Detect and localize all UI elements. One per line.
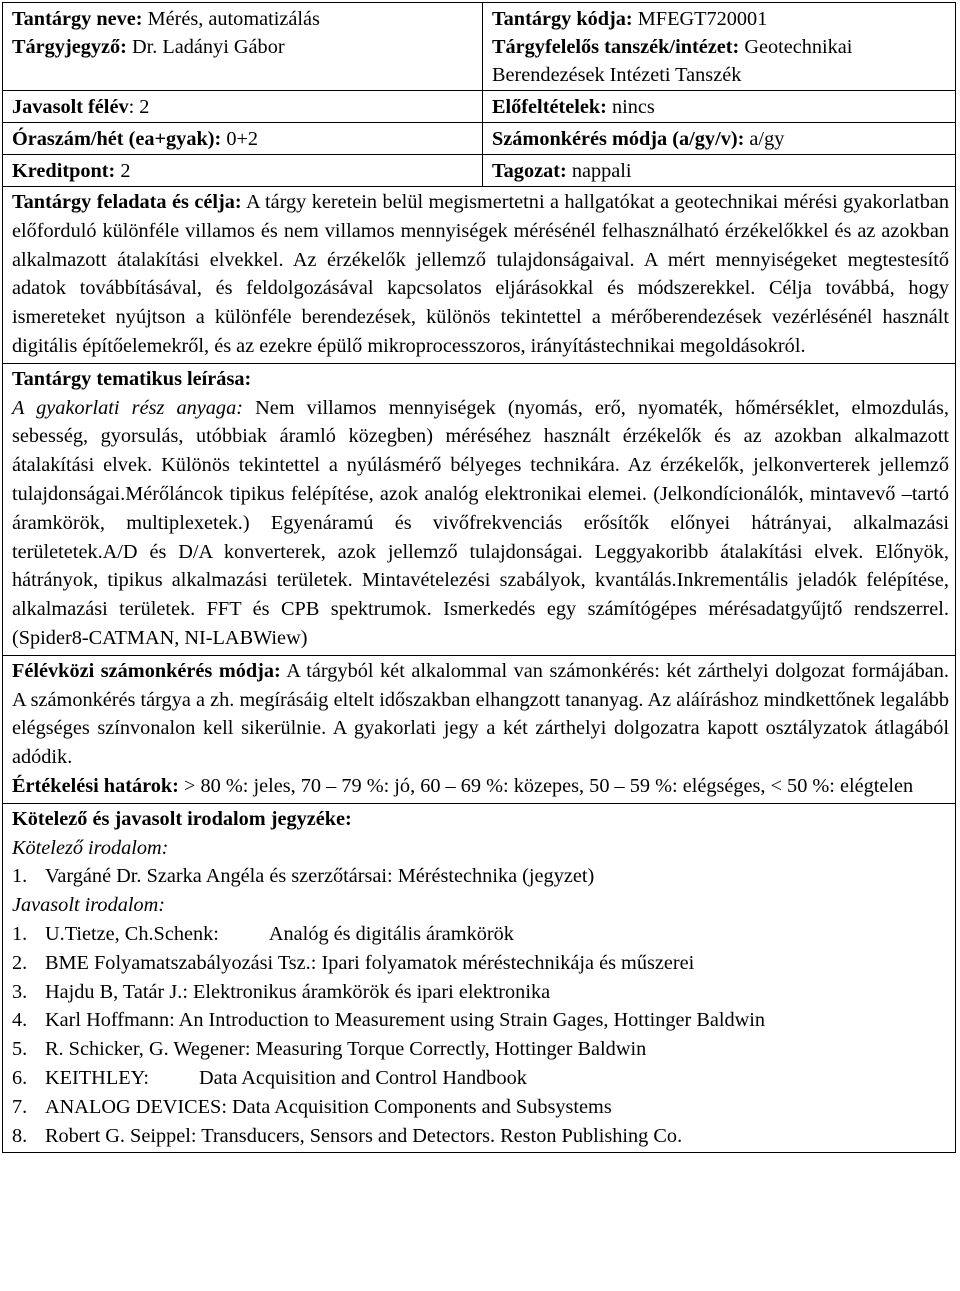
lecturer-label: Tárgyjegyző:: [12, 36, 127, 58]
assessment-label: Félévközi számonkérés módja:: [12, 659, 281, 682]
credit-label: Kreditpont:: [12, 160, 116, 182]
reference-item: [12, 1122, 949, 1151]
info-row-semester: [3, 91, 956, 123]
reference-item: [12, 1035, 949, 1064]
suggested-label: Javasolt irodalom:: [12, 894, 166, 917]
hours-label: Óraszám/hét (ea+gyak):: [12, 128, 222, 150]
code-value: MFEGT720001: [632, 8, 768, 30]
reference-item: [12, 1064, 949, 1093]
mode-cell: [483, 155, 956, 187]
code-label: Tantárgy kódja:: [492, 8, 633, 30]
reference-text: Karl Hoffmann: An Introduction to Measurement using Strain Gages, Hottinger Baldwin: [45, 1009, 766, 1032]
literature-row: [3, 803, 956, 1153]
purpose-label: Tantárgy feladata és célja:: [12, 191, 242, 213]
lecturer-value: Dr. Ladányi Gábor: [126, 36, 285, 58]
semester-value: : 2: [128, 96, 150, 118]
exam-label: Számonkérés módja (a/gy/v):: [492, 128, 745, 150]
semester-label: Javasolt félév: [12, 96, 129, 118]
hours-value: 0+2: [221, 128, 259, 150]
assessment-row: [3, 655, 956, 803]
reference-text: ANALOG DEVICES: Data Acquisition Components and Subsystems: [45, 1095, 612, 1118]
reference-text: Robert G. Seippel: Transducers, Sensors and Detectors. Reston Publishing Co.: [45, 1124, 683, 1147]
reference-gap: [219, 920, 269, 949]
info-row-name: [3, 3, 956, 91]
reference-item: [12, 920, 949, 949]
suggested-list: [12, 920, 949, 1150]
purpose-text: A tárgy keretein belül megismertetni a hallgatókat a geotechnikai mérési gyakorlatban előforduló különféle villamos és nem villamos mennyiségek mérésénél felhasználható érzékelőkkel és az azokban alkalmazott átalakítási elvekkel. Az érzékelők jellemző tulajdonságaival. A mért mennyiségeket megtestesítő adatok továbbításával, és feldolgozásával kapcsolatos eljárásokkal és módszerekkel. Célja továbbá, hogy ismereteket nyújtson a különféle berendezések, különös tekintettel a mérőberendezések vezérlésénél használt digitális építőelemekről, és az ezekre épülő mikroprocesszoros, irányítástechnikai megoldásokról.: [12, 191, 949, 357]
reference-text: KEITHLEY:: [45, 1066, 150, 1089]
reference-gap: [149, 1064, 199, 1093]
reference-number: 7.: [12, 1095, 28, 1118]
grading-label: Értékelési határok:: [12, 774, 179, 797]
reference-number: 1.: [12, 865, 28, 888]
reference-number: 3.: [12, 980, 28, 1003]
reference-number: 1.: [12, 922, 28, 945]
reference-text: U.Tietze, Ch.Schenk:: [45, 922, 219, 945]
reference-text: Hajdu B, Tatár J.: Elektronikus áramkörök és ipari elektronika: [45, 980, 551, 1003]
reference-number: 2.: [12, 951, 28, 974]
prereq-cell: [483, 91, 956, 123]
name-cell: [3, 3, 483, 91]
thematic-row: [3, 363, 956, 655]
literature-cell: [3, 803, 956, 1153]
dept-value: Geotechnikai Berendezések Intézeti Tanszék: [492, 36, 853, 86]
hours-cell: [3, 123, 483, 155]
reference-item: [12, 862, 949, 891]
name-label: Tantárgy neve:: [12, 8, 143, 30]
thematic-cell: [3, 363, 956, 655]
assessment-cell: [3, 655, 956, 803]
reference-text: Vargáné Dr. Szarka Angéla és szerzőtársai: Méréstechnika (jegyzet): [45, 865, 595, 888]
mandatory-list: [12, 862, 949, 891]
reference-number: 8.: [12, 1124, 28, 1147]
info-row-hours: [3, 123, 956, 155]
practice-text: Nem villamos mennyiségek (nyomás, erő, nyomaték, hőmérséklet, elmozdulás, sebesség, gyorsulás, utóbbiak áramló közegben) méréséhez használt érzékelők és az azokban alkalmazott átalakítási elvek. Különös tekintettel a nyúlásmérő bélyeges technikára. Az érzékelők, jelkonverterek jellemző tulajdonságai.Mérőláncok tipikus felépítése, azok analóg elektronikai elemei. (Jelkondícionálók, mintavevő –tartó áramkörök, multiplexetek.) Egyenáramú és vivőfrekvenciás erősítők előnyei hátrányai, alkalmazási területetek.A/D és D/A konverterek, azok jellemző tulajdonságai. Leggyakoribb átalakítási elvek. Előnyök, hátrányok, tipikus alkalmazási területek. Mintavételezési szabályok, kvantálás.Inkrementális jeladók felépítése, alkalmazási területek. FFT és CPB spektrumok. Ismerkedés egy számítógépes mérésadatgyűjtő rendszerrel. (Spider8-CATMAN, NI-LABWiew): [12, 396, 949, 649]
reference-number: 6.: [12, 1066, 28, 1089]
exam-value: a/gy: [744, 128, 785, 150]
reference-item: [12, 978, 949, 1007]
reference-text: R. Schicker, G. Wegener: Measuring Torque Correctly, Hottinger Baldwin: [45, 1038, 647, 1061]
prereq-label: Előfeltételek:: [492, 96, 607, 118]
mode-label: Tagozat:: [492, 160, 567, 182]
mandatory-label: Kötelező irodalom:: [12, 836, 169, 859]
purpose-cell: [3, 187, 956, 364]
literature-label: Kötelező és javasolt irodalom jegyzéke:: [12, 807, 352, 830]
code-cell: [483, 3, 956, 91]
reference-number: 5.: [12, 1038, 28, 1061]
course-table: [2, 2, 956, 1153]
purpose-row: [3, 187, 956, 364]
course-datasheet: [2, 2, 956, 1289]
mode-value: nappali: [566, 160, 632, 182]
credit-cell: [3, 155, 483, 187]
dept-label: Tárgyfelelős tanszék/intézet:: [492, 36, 740, 58]
info-row-credit: [3, 155, 956, 187]
thematic-label: Tantárgy tematikus leírása:: [12, 367, 252, 390]
exam-cell: [483, 123, 956, 155]
practice-label: A gyakorlati rész anyaga:: [12, 396, 243, 419]
prereq-value: nincs: [606, 96, 655, 118]
reference-number: 4.: [12, 1009, 28, 1032]
reference-text: BME Folyamatszabályozási Tsz.: Ipari folyamatok méréstechnikája és műszerei: [45, 951, 695, 974]
reference-title: Data Acquisition and Control Handbook: [199, 1066, 527, 1089]
assessment-text: A tárgyból két alkalommal van számonkérés: két zárthelyi dolgozat formájában. A számonkérés tárgya a zh. megírásáig eltelt időszakban elhangzott tananyag. Az aláíráshoz mindkettőnek legalább elégséges színvonalon kell sikerülnie. A gyakorlati jegy a két zárthelyi dolgozatra kapott osztályzatok átlagából adódik.: [12, 659, 949, 769]
semester-cell: [3, 91, 483, 123]
reference-title: Analóg és digitális áramkörök: [268, 922, 514, 945]
grading-text: > 80 %: jeles, 70 – 79 %: jó, 60 – 69 %: közepes, 50 – 59 %: elégséges, < 50 %: elégtelen: [178, 774, 914, 797]
reference-item: [12, 949, 949, 978]
reference-item: [12, 1006, 949, 1035]
reference-item: [12, 1093, 949, 1122]
credit-value: 2: [115, 160, 131, 182]
name-value: Mérés, automatizálás: [142, 8, 320, 30]
